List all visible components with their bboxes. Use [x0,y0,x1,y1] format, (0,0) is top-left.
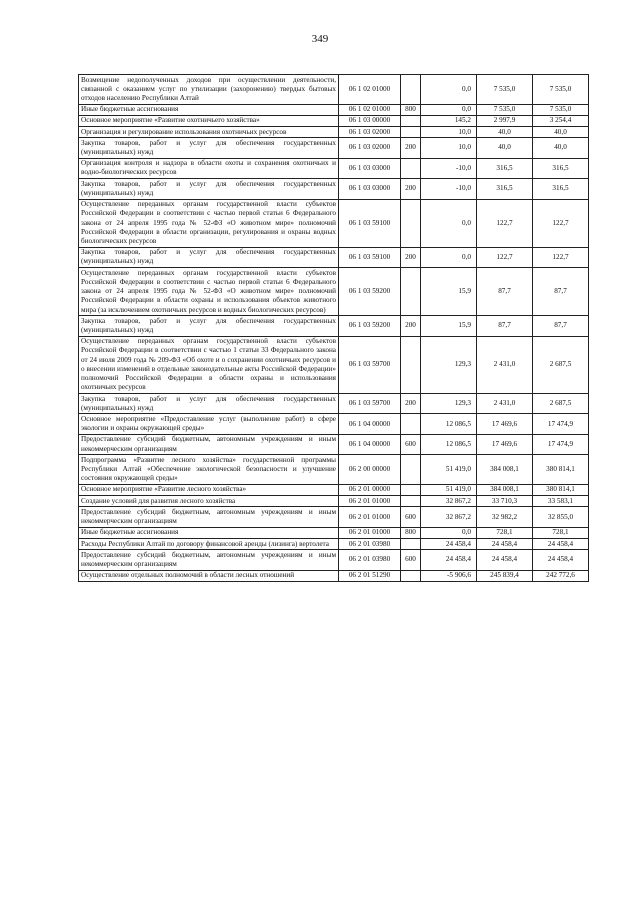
row-value-2-cell: 87,7 [477,268,533,316]
row-code-cell: 06 2 01 01000 [339,496,401,507]
row-vr-cell [401,115,421,126]
row-vr-cell [401,75,421,105]
row-vr-cell [401,127,421,138]
row-name-cell: Осуществление переданных органам государственной власти субъектов Российской Федерации в соответствии с частью первой статьи 6 Федерального закона от 24 апреля 1995 года № 52-ФЗ «О животном мире» полномочий Российской Федерации в области организации, регулирования и охраны водных биологических ресурсов [79,199,339,247]
row-vr-cell [401,496,421,507]
row-value-2-cell: 7 535,0 [477,104,533,115]
row-vr-cell [401,570,421,581]
row-value-3-cell: 380 814,1 [533,455,589,485]
row-value-1-cell: 32 867,2 [421,507,477,527]
row-name-cell: Закупка товаров, работ и услуг для обеспечения государственных (муниципальных) нужд [79,316,339,336]
table-row [79,179,589,199]
row-value-1-cell: 12 086,5 [421,414,477,434]
row-value-2-cell: 122,7 [477,247,533,267]
row-code-cell: 06 2 01 03980 [339,550,401,570]
row-value-1-cell: 10,0 [421,138,477,158]
row-vr-cell [401,414,421,434]
row-code-cell: 06 1 03 59700 [339,394,401,414]
row-value-1-cell: 24 458,4 [421,550,477,570]
row-vr-cell: 200 [401,138,421,158]
row-value-1-cell: 12 086,5 [421,434,477,454]
row-value-3-cell: 2 687,5 [533,394,589,414]
row-name-cell: Основное мероприятие «Предоставление услуг (выполнение работ) в сфере экологии и охраны окружающей среды» [79,414,339,434]
row-value-2-cell: 17 469,6 [477,434,533,454]
table-row [79,104,589,115]
table-row [79,138,589,158]
row-vr-cell: 800 [401,104,421,115]
row-vr-cell: 600 [401,550,421,570]
row-value-1-cell: 0,0 [421,75,477,105]
row-value-2-cell: 2 431,0 [477,394,533,414]
row-value-3-cell: 316,5 [533,179,589,199]
row-value-1-cell: -10,0 [421,158,477,178]
row-value-3-cell: 40,0 [533,127,589,138]
row-code-cell: 06 2 01 51290 [339,570,401,581]
row-value-3-cell: 17 474,9 [533,414,589,434]
row-value-1-cell: 51 419,0 [421,455,477,485]
table-row [79,127,589,138]
row-code-cell: 06 1 03 02000 [339,138,401,158]
row-code-cell: 06 2 01 01000 [339,507,401,527]
table-row [79,247,589,267]
table-row [79,539,589,550]
row-name-cell: Предоставление субсидий бюджетным, автономным учреждениям и иным некоммерческим организациям [79,507,339,527]
page-number: 349 [311,33,329,45]
row-value-3-cell: 7 535,0 [533,75,589,105]
row-value-3-cell: 24 458,4 [533,550,589,570]
table-row [79,268,589,316]
row-value-2-cell: 40,0 [477,127,533,138]
row-name-cell: Организация и регулирование использования охотничьих ресурсов [79,127,339,138]
table-row [79,336,589,393]
row-code-cell: 06 1 04 00000 [339,414,401,434]
row-value-3-cell: 122,7 [533,247,589,267]
row-value-1-cell: 24 458,4 [421,539,477,550]
row-vr-cell [401,199,421,247]
row-vr-cell: 200 [401,394,421,414]
row-code-cell: 06 1 03 59700 [339,336,401,393]
row-name-cell: Основное мероприятие «Развитие охотничьего хозяйства» [79,115,339,126]
row-value-3-cell: 32 855,0 [533,507,589,527]
row-value-3-cell: 2 687,5 [533,336,589,393]
row-vr-cell [401,336,421,393]
row-name-cell: Возмещение недополученных доходов при осуществлении деятельности, связанной с оказанием услуг по утилизации (захоронению) твердых бытовых отходов населению Республики Алтай [79,75,339,105]
row-value-1-cell: -5 906,6 [421,570,477,581]
row-value-2-cell: 40,0 [477,138,533,158]
row-code-cell: 06 2 01 01000 [339,527,401,538]
row-name-cell: Расходы Республики Алтай по договору финансовой аренды (лизинга) вертолета [79,539,339,550]
row-vr-cell: 200 [401,247,421,267]
row-value-1-cell: 129,3 [421,394,477,414]
table-row [79,550,589,570]
table-row [79,414,589,434]
row-code-cell: 06 1 03 59100 [339,247,401,267]
row-value-2-cell: 7 535,0 [477,75,533,105]
table-row [79,496,589,507]
row-value-3-cell: 728,1 [533,527,589,538]
row-name-cell: Создание условий для развития лесного хозяйства [79,496,339,507]
row-name-cell: Закупка товаров, работ и услуг для обеспечения государственных (муниципальных) нужд [79,138,339,158]
row-vr-cell: 800 [401,527,421,538]
table-row [79,527,589,538]
table-row [79,199,589,247]
row-value-3-cell: 24 458,4 [533,539,589,550]
row-value-1-cell: 51 419,0 [421,484,477,495]
row-value-2-cell: 316,5 [477,158,533,178]
row-value-3-cell: 380 814,1 [533,484,589,495]
row-value-3-cell: 33 583,1 [533,496,589,507]
row-value-1-cell: 0,0 [421,104,477,115]
table-row [79,455,589,485]
row-value-3-cell: 122,7 [533,199,589,247]
table-row [79,75,589,105]
row-vr-cell: 200 [401,179,421,199]
table-row [79,484,589,495]
table-row [79,394,589,414]
row-name-cell: Иные бюджетные ассигнования [79,104,339,115]
table-row [79,570,589,581]
row-value-2-cell: 24 458,4 [477,539,533,550]
row-value-1-cell: 129,3 [421,336,477,393]
row-vr-cell [401,484,421,495]
row-value-2-cell: 17 469,6 [477,414,533,434]
row-value-3-cell: 17 474,9 [533,434,589,454]
table-row [79,115,589,126]
row-code-cell: 06 2 01 03980 [339,539,401,550]
row-value-2-cell: 24 458,4 [477,550,533,570]
row-vr-cell: 600 [401,507,421,527]
row-value-2-cell: 2 997,9 [477,115,533,126]
row-name-cell: Организация контроля и надзора в области охоты и сохранения охотничьих и водно-биологических ресурсов [79,158,339,178]
row-value-3-cell: 40,0 [533,138,589,158]
row-name-cell: Закупка товаров, работ и услуг для обеспечения государственных (муниципальных) нужд [79,394,339,414]
row-vr-cell [401,268,421,316]
row-code-cell: 06 2 00 00000 [339,455,401,485]
row-value-1-cell: 0,0 [421,247,477,267]
row-value-2-cell: 122,7 [477,199,533,247]
table-row [79,158,589,178]
row-name-cell: Предоставление субсидий бюджетным, автономным учреждениям и иным некоммерческим организациям [79,434,339,454]
row-value-3-cell: 87,7 [533,316,589,336]
row-name-cell: Осуществление переданных органам государственной власти субъектов Российской Федерации в соответствии с частью первой статьи 6 Федерального закона от 24 апреля 1995 года № 52-ФЗ «О животном мире» полномочий Российской Федерации в области охраны и использования объектов животного мира (за исключением охотничьих ресурсов и водных биологических ресурсов) [79,268,339,316]
row-value-1-cell: 10,0 [421,127,477,138]
row-value-1-cell: 145,2 [421,115,477,126]
row-value-2-cell: 384 008,1 [477,455,533,485]
row-code-cell: 06 2 01 00000 [339,484,401,495]
row-value-1-cell: 15,9 [421,268,477,316]
row-value-1-cell: 0,0 [421,199,477,247]
row-code-cell: 06 1 02 01000 [339,104,401,115]
row-value-2-cell: 32 982,2 [477,507,533,527]
row-value-2-cell: 87,7 [477,316,533,336]
row-name-cell: Осуществление переданных органам государственной власти субъектов Российской Федерации в соответствии с частью 1 статьи 33 Федерального закона от 24 июля 2009 года № 209-ФЗ «Об охоте и о сохранении охотничьих ресурсов и о внесении изменений в отдельные законодательные акты Российской Федерации» полномочий Российской Федерации в области охраны и использования охотничьих ресурсов [79,336,339,393]
row-code-cell: 06 1 03 03000 [339,179,401,199]
row-vr-cell: 200 [401,316,421,336]
row-value-1-cell: 32 867,2 [421,496,477,507]
row-value-3-cell: 87,7 [533,268,589,316]
row-value-2-cell: 728,1 [477,527,533,538]
row-name-cell: Иные бюджетные ассигнования [79,527,339,538]
row-name-cell: Осуществление отдельных полномочий в области лесных отношений [79,570,339,581]
row-value-2-cell: 384 008,1 [477,484,533,495]
row-value-2-cell: 33 710,3 [477,496,533,507]
row-code-cell: 06 1 03 03000 [339,158,401,178]
row-vr-cell [401,158,421,178]
row-value-3-cell: 7 535,0 [533,104,589,115]
row-value-3-cell: 316,5 [533,158,589,178]
row-name-cell: Основное мероприятие «Развитие лесного хозяйства» [79,484,339,495]
row-code-cell: 06 1 03 00000 [339,115,401,126]
row-name-cell: Закупка товаров, работ и услуг для обеспечения государственных (муниципальных) нужд [79,247,339,267]
row-value-3-cell: 3 254,4 [533,115,589,126]
row-code-cell: 06 1 03 59200 [339,268,401,316]
table-row [79,316,589,336]
row-value-1-cell: 15,9 [421,316,477,336]
row-code-cell: 06 1 03 59200 [339,316,401,336]
row-value-1-cell: 0,0 [421,527,477,538]
budget-table-body [79,75,589,582]
row-name-cell: Закупка товаров, работ и услуг для обеспечения государственных (муниципальных) нужд [79,179,339,199]
table-row [79,434,589,454]
row-vr-cell: 600 [401,434,421,454]
row-code-cell: 06 1 02 01000 [339,75,401,105]
row-code-cell: 06 1 04 00000 [339,434,401,454]
row-value-2-cell: 2 431,0 [477,336,533,393]
table-row [79,507,589,527]
row-vr-cell [401,455,421,485]
row-vr-cell [401,539,421,550]
row-value-2-cell: 316,5 [477,179,533,199]
row-name-cell: Подпрограмма «Развитие лесного хозяйства» государственной программы Республики Алтай «Обеспечение экологической безопасности и улучшение состояния окружающей среды» [79,455,339,485]
row-value-1-cell: -10,0 [421,179,477,199]
row-value-2-cell: 245 839,4 [477,570,533,581]
row-name-cell: Предоставление субсидий бюджетным, автономным учреждениям и иным некоммерческим организациям [79,550,339,570]
row-code-cell: 06 1 03 02000 [339,127,401,138]
row-code-cell: 06 1 03 59100 [339,199,401,247]
row-value-3-cell: 242 772,6 [533,570,589,581]
budget-table [78,74,589,582]
